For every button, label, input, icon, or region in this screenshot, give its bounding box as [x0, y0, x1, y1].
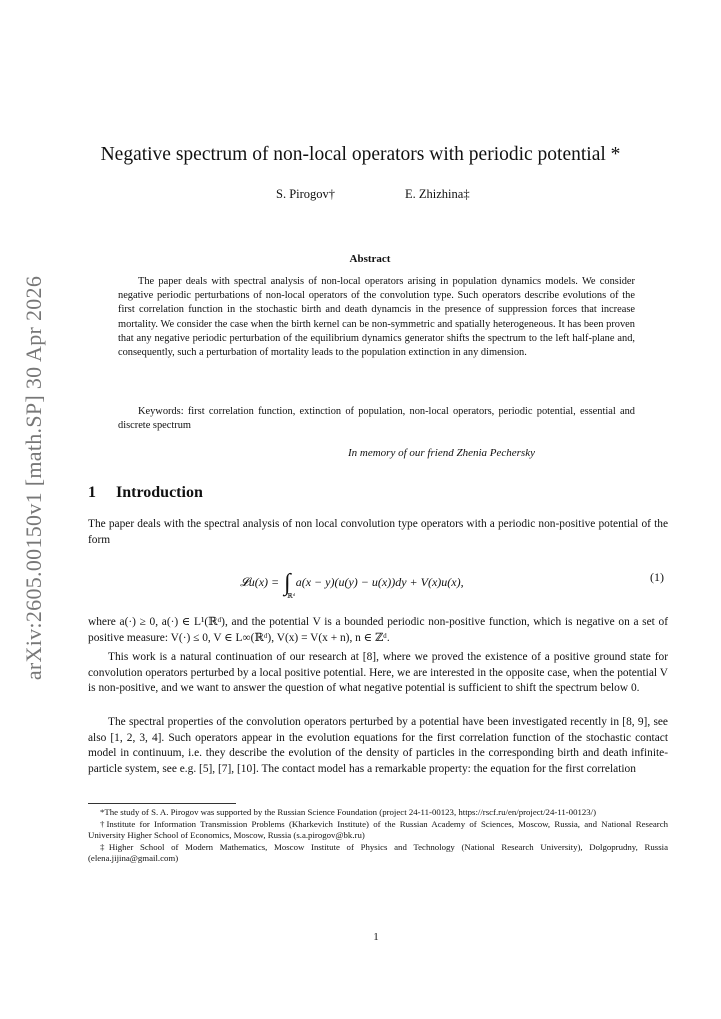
section-heading: [88, 484, 203, 502]
integral-domain: ℝᵈ: [287, 592, 295, 600]
footnote-affiliation-pirogov: †Institute for Information Transmission Problems (Kharkevich Institute) of the Russian Academy of Sciences, Moscow, Russia, and National Research University Higher School of Economics, Moscow, Russia (s.a.pirogov@bk.ru): [88, 818, 668, 841]
equation-rhs: a(x − y)(u(y) − u(x))dy + V(x)u(x),: [295, 575, 464, 589]
author-pirogov: S. Pirogov†: [276, 187, 336, 201]
page-number: 1: [373, 931, 379, 943]
arxiv-stamp-text: arXiv:2605.00150v1 [math.SP] 30 Apr 2026: [21, 275, 46, 681]
paragraph-where: where a(·) ≥ 0, a(·) ∈ L¹(ℝᵈ), and the potential V is a bounded periodic non-positive function, which is negative on a set of positive measure: V(·) ≤ 0, V ∈ L∞(ℝᵈ), V(x) = V(x + n), n ∈ ℤᵈ.: [88, 616, 668, 644]
author-zhizhina: E. Zhizhina‡: [405, 187, 470, 201]
footnote-funding: *The study of S. A. Pirogov was supported by the Russian Science Foundation (project 24-11-00123, https://rscf.ru/en/project/24-11-00123/): [100, 807, 597, 817]
abstract-heading: Abstract: [349, 253, 391, 265]
paragraph-work: This work is a natural continuation of our research at [8], where we proved the existence of a positive ground state for convolution operators perturbed by a local positive potential. Here, we are interested in the opposite case, when the potential V is non-positive, and we want to answer the question of what negative potential is sufficient to shift the spectrum below 0.: [88, 651, 668, 695]
integral-sign: ∫: [284, 570, 291, 596]
footnote-rule: [88, 803, 236, 804]
keywords: Keywords: first correlation function, extinction of population, non-local operators, periodic potential, essential and discrete spectrum: [118, 406, 635, 432]
equation-number: (1): [650, 570, 664, 584]
intro-paragraph: The paper deals with the spectral analysis of non local convolution type operators with a periodic non-positive potential of the form: [88, 518, 668, 546]
dedication: In memory of our friend Zhenia Pechersky: [348, 447, 535, 459]
equation-1: [240, 566, 464, 600]
footnotes: [88, 807, 668, 865]
section-title: Introduction: [116, 484, 203, 501]
paper-title: Negative spectrum of non-local operators with periodic potential *: [100, 144, 621, 165]
equation-lhs: 𝓛u(x) =: [240, 575, 280, 589]
abstract-text: The paper deals with spectral analysis of non-local operators arising in population dynamics models. We consider negative periodic perturbations of non-local operators of the convolution type. Such operators describe evolutions of the first correlation function in the stochastic birth and death dynamcis in the presence of suppression forces that increase mortality. We consider the case when the birth kernel can be non-symmetric and spatially heterogeneous. It has been proven that any negative periodic perturbation of the equilibrium dynamics generator shifts the spectrum to the left half-plane and, consequently, such a perturbation of mortality leads to the population extinction in any dimension.: [118, 276, 635, 359]
footnote-affiliation-zhizhina: ‡Higher School of Modern Mathematics, Moscow Institute of Physics and Technology (National Research University), Dolgoprudny, Russia (elena.jijina@gmail.com): [88, 841, 668, 864]
paragraph-spectral: The spectral properties of the convolution operators perturbed by a potential have been investigated recently in [8, 9], see also [1, 2, 3, 4]. Such operators appear in the evolution equations for the first correlation function of the stochastic contact model in continuum, i.e. they describe the evolution of the density of particles in the corresponding birth and death infinite-particle system, see e.g. [5], [7], [10]. The contact model has a remarkable property: the equation for the first correlation: [88, 716, 668, 775]
section-number: 1: [88, 484, 96, 501]
